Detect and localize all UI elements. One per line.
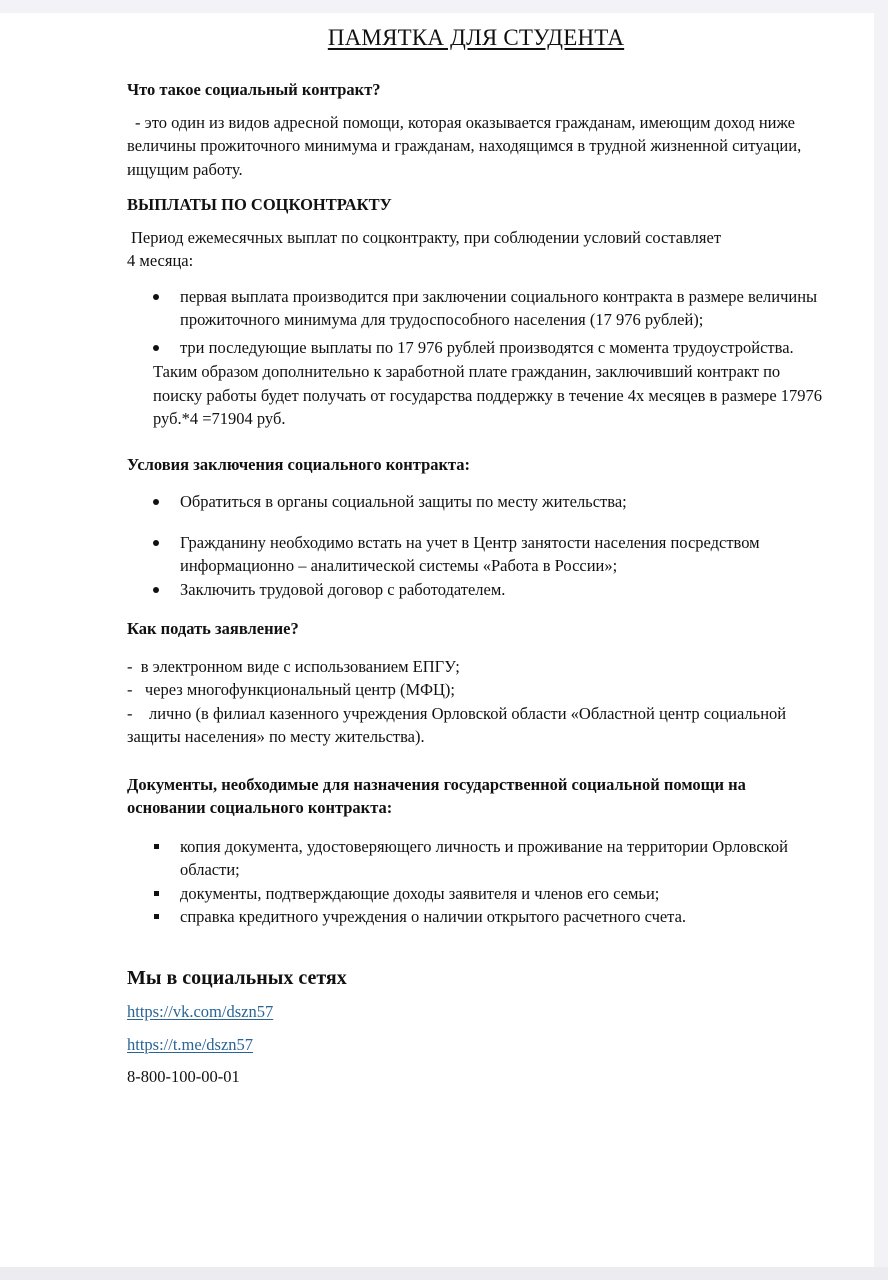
payments-summary: Таким образом дополнительно к заработной плате гражданин, заключивший контракт по поиску работы будет получать от государства поддержку в течение 4х месяцев в размере 17976 руб.*4 =71904 руб. [153,362,823,428]
payments-intro-line1: Период ежемесячных выплат по соцконтракту, при соблюдении условий составляет [131,227,722,247]
conditions-list [127,490,827,601]
list-item: Обратиться в органы социальной защиты по месту жительства; [127,490,827,514]
page-title: ПАМЯТКА ДЛЯ СТУДЕНТА [327,25,625,50]
document-body [127,65,827,1089]
payments-intro-line2: 4 месяца: [127,251,194,270]
vk-link[interactable]: https://vk.com/dszn57 [127,1002,274,1021]
list-item: - через многофункциональный центр (МФЦ); [127,680,456,699]
list-item: - в электронном виде с использованием ЕПГУ; [127,656,460,676]
documents-heading: Документы, необходимые для назначения государственной социальной помощи на основании социального контракта: [127,774,746,817]
what-is-text: - это один из видов адресной помощи, которая оказывается гражданам, имеющим доход ниже величины прожиточного минимума и гражданам, находящимся в трудной жизненной ситуации, ищущим работу. [127,112,802,179]
phone-number: 8-800-100-00-01 [127,1067,240,1086]
page-gutter-bottom [0,1267,888,1280]
payments-list [127,285,827,360]
list-item: Гражданину необходимо встать на учет в Центр занятости населения посредством информационно – аналитической системы «Работа в России»; [127,531,827,578]
what-is-heading: Что такое социальный контракт? [127,80,381,99]
document-page [0,13,874,1267]
list-item: Заключить трудовой договор с работодателем. [127,578,827,602]
list-item: - лично (в филиал казенного учреждения Орловской области «Областной центр социальной защиты населения» по месту жительства). [127,703,791,746]
apply-heading: Как подать заявление? [127,619,299,638]
list-item: три последующие выплаты по 17 976 рублей производятся с момента трудоустройства. [127,336,827,360]
page-gutter-right [874,0,888,1280]
list-item: копия документа, удостоверяющего личность и проживание на территории Орловской области; [127,835,827,882]
list-item: документы, подтверждающие доходы заявителя и членов его семьи; [127,882,827,906]
list-item: справка кредитного учреждения о наличии открытого расчетного счета. [127,905,827,929]
social-heading: Мы в социальных сетях [127,966,347,989]
documents-list [127,835,827,929]
list-item: первая выплата производится при заключении социального контракта в размере величины прожиточного минимума для трудоспособного населения (17 976 рублей); [127,285,827,332]
telegram-link[interactable]: https://t.me/dszn57 [127,1034,254,1054]
payments-heading: ВЫПЛАТЫ ПО СОЦКОНТРАКТУ [127,195,392,214]
conditions-heading: Условия заключения социального контракта: [127,454,471,474]
apply-list [127,655,827,749]
